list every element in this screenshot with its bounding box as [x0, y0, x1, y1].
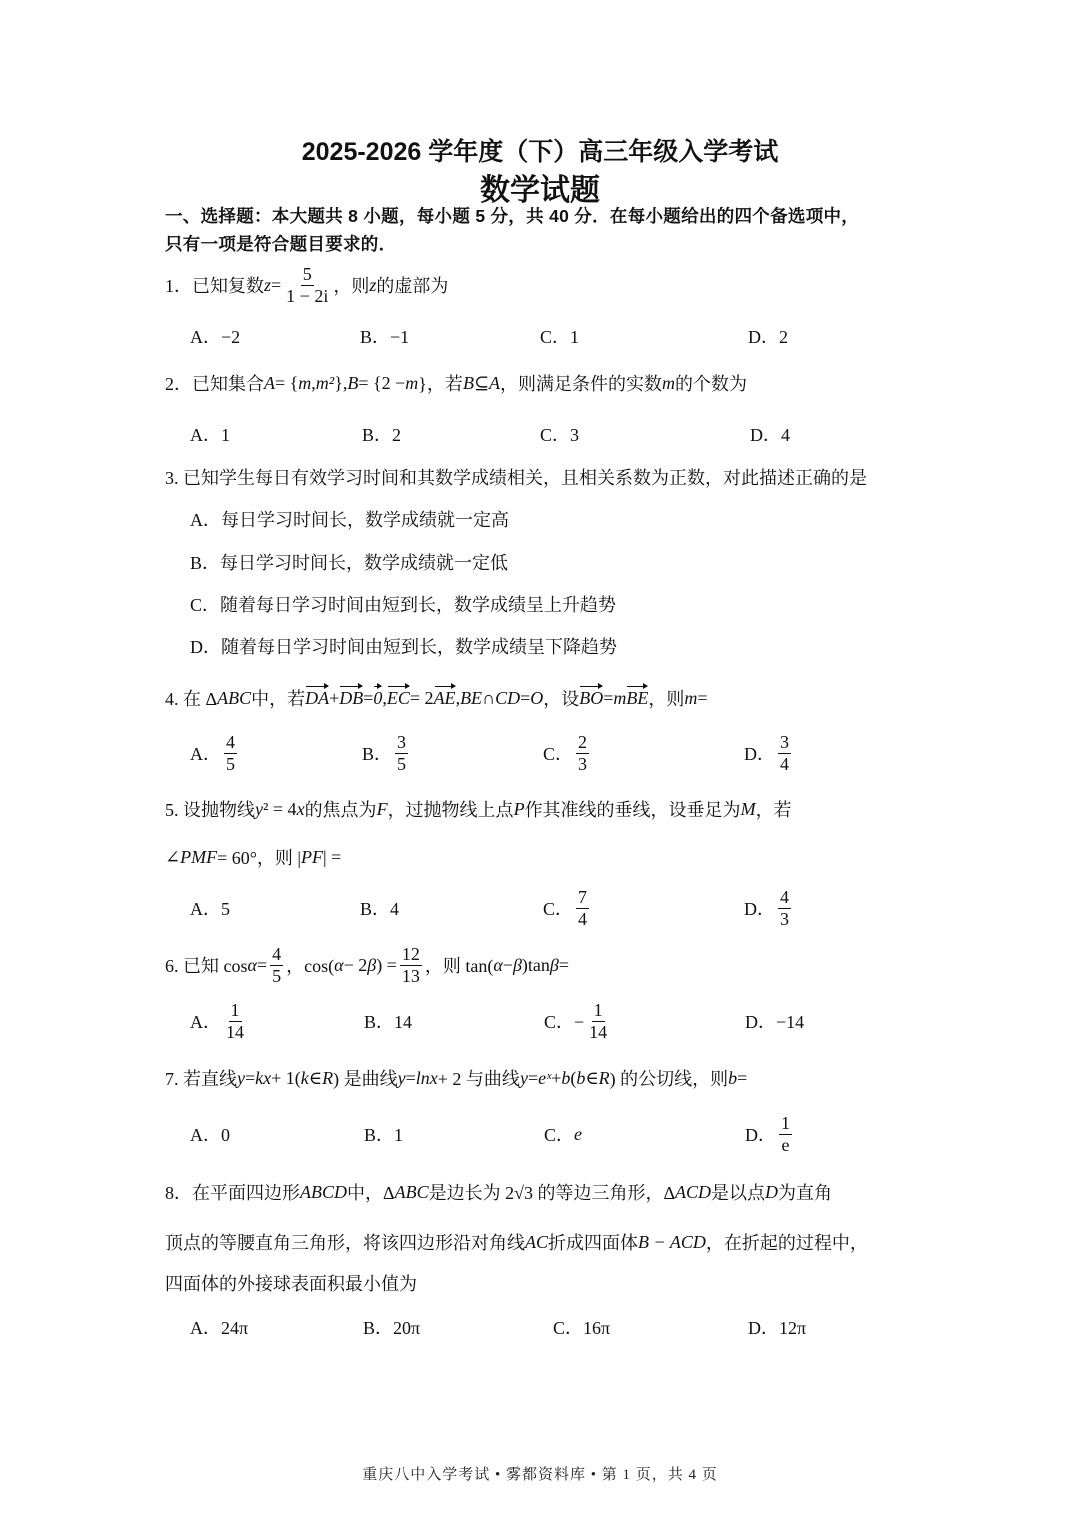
math-symbol: M: [740, 798, 756, 819]
fraction: [395, 732, 408, 774]
text-run: 中，Δ: [347, 1183, 395, 1203]
text-run: ,: [455, 687, 461, 708]
math-symbol: BE: [460, 687, 483, 708]
text-run: =: [405, 1067, 416, 1088]
text-run: ,: [311, 372, 316, 393]
text-run: ² = 4: [263, 798, 297, 819]
fraction: [576, 732, 589, 774]
fraction: [224, 1000, 246, 1042]
math-symbol: y: [237, 1067, 245, 1088]
fraction-denominator: 5: [397, 753, 407, 774]
text-run: A．−2: [190, 327, 241, 347]
text-run: 是以点: [711, 1183, 766, 1203]
math-symbol: ABC: [394, 1181, 429, 1202]
text-run: = 60°，则 |: [217, 848, 302, 868]
text-run: 中，若: [251, 689, 306, 709]
math-symbol: y: [255, 798, 263, 819]
text-run: C．: [543, 899, 574, 919]
math-symbol: α: [493, 954, 503, 975]
fraction: [779, 1113, 792, 1155]
math-symbol: k: [300, 1067, 309, 1088]
text-run: =: [697, 687, 708, 708]
text-run: ∈: [585, 1067, 599, 1088]
math-symbol: m: [613, 687, 627, 708]
text-run: A．0: [190, 1125, 230, 1145]
text-run: C．1: [540, 327, 580, 347]
math-symbol: b: [728, 1067, 738, 1088]
text-run: +: [551, 1067, 562, 1088]
math-symbol: R: [598, 1067, 610, 1088]
math-symbol: y: [519, 1067, 528, 1088]
text-run: =: [520, 687, 531, 708]
text-run: ,: [382, 687, 387, 708]
vector: EC: [386, 687, 410, 708]
vector: DB: [339, 687, 364, 708]
fraction-numerator: 2: [578, 731, 588, 752]
text-run: B．: [362, 744, 393, 764]
math-symbol: β: [512, 954, 522, 975]
vector: DA: [305, 687, 330, 708]
math-symbol: lnx: [415, 1067, 438, 1088]
math-symbol: ACD: [675, 1181, 712, 1202]
text-run: 1．已知复数: [165, 276, 264, 296]
text-run: 3. 已知学生每日有效学习时间和其数学成绩相关，且相关系数为正数，对此描述正确的是: [165, 468, 867, 488]
fraction-denominator: 5: [272, 965, 282, 986]
text-run: ∩: [482, 687, 496, 708]
text-run: D．−14: [745, 1012, 805, 1032]
math-symbol: m: [662, 372, 676, 393]
text-run: A．24π: [190, 1318, 249, 1338]
fraction-numerator: 1: [781, 1112, 790, 1133]
math-symbol: B: [347, 372, 359, 393]
fraction-numerator: 1: [230, 999, 240, 1020]
text-run: ∠: [165, 846, 181, 867]
math-symbol: b: [561, 1067, 571, 1088]
text-run: B．4: [360, 899, 400, 919]
vector: BE: [626, 687, 649, 708]
text-run: D．4: [750, 425, 790, 445]
text-run: 8．在平面四边形: [165, 1183, 300, 1203]
text-run: 为直角: [778, 1183, 833, 1203]
fraction-denominator: 14: [589, 1021, 608, 1042]
text-run: C．: [543, 744, 574, 764]
text-run: 6. 已知 cos: [165, 956, 248, 976]
text-run: − 2: [343, 954, 368, 975]
math-symbol: m: [298, 372, 312, 393]
text-run: B．1: [364, 1125, 404, 1145]
math-symbol: A: [489, 372, 501, 393]
fraction-denominator: 13: [401, 965, 420, 986]
math-symbol: α: [334, 954, 344, 975]
text-run: =: [603, 687, 614, 708]
text-run: C．: [544, 1125, 575, 1145]
text-run: ，设: [543, 689, 580, 709]
text-run: +: [329, 687, 340, 708]
text-run: 5. 设抛物线: [165, 800, 255, 820]
text-run: ，在折起的过程中，: [705, 1233, 868, 1253]
text-run: D．随着每日学习时间由短到长，数学成绩呈下降趋势: [190, 637, 617, 657]
text-run: D．12π: [748, 1318, 807, 1338]
math-symbol: PF: [301, 846, 324, 867]
fraction-denominator: 3: [578, 753, 588, 774]
fraction-denominator: 4: [780, 753, 789, 774]
text-run: ，则: [648, 689, 685, 709]
fraction-numerator: 12: [401, 943, 420, 964]
text-run: B．2: [362, 425, 402, 445]
fraction: [576, 887, 589, 929]
math-symbol: z: [264, 274, 272, 295]
math-symbol: P: [513, 798, 525, 819]
text-run: + 1(: [271, 1067, 301, 1088]
math-symbol: A: [264, 372, 275, 393]
math-symbol: m²: [315, 372, 335, 393]
math-symbol: O: [530, 687, 544, 708]
text-run: 的虚部为: [376, 276, 449, 296]
text-run: ) 是曲线: [333, 1069, 398, 1089]
math-symbol: z: [369, 274, 377, 295]
text-run: =: [271, 274, 282, 295]
text-run: (: [570, 1067, 577, 1088]
text-run: 是边长为 2√3 的等边三角形，Δ: [428, 1183, 676, 1203]
text-run: =: [737, 1067, 748, 1088]
fraction-denominator: 4: [578, 908, 588, 929]
text-run: = {: [275, 372, 299, 393]
text-run: B．−1: [360, 327, 410, 347]
text-run: =: [558, 954, 570, 975]
text-run: =: [363, 687, 374, 708]
fraction: [284, 264, 330, 306]
text-run: 四面体的外接球表面积最小值为: [165, 1274, 417, 1294]
text-run: }，若: [418, 374, 463, 394]
math-symbol: m: [684, 687, 698, 708]
text-run: B．20π: [363, 1318, 421, 1338]
text-run: =: [527, 1067, 539, 1088]
fraction-numerator: 3: [397, 731, 407, 752]
fraction-numerator: 5: [302, 263, 312, 284]
section-instructions-line1: 一、选择题：本大题共 8 小题，每小题 5 分，共 40 分．在每小题给出的四个备选项中，: [165, 206, 860, 226]
text-run: },: [334, 372, 348, 393]
math-symbol: D: [765, 1181, 779, 1202]
text-run: A．1: [190, 425, 230, 445]
text-run: 7. 若直线: [165, 1069, 237, 1089]
text-run: 的个数为: [675, 374, 748, 394]
fraction-numerator: 3: [780, 731, 789, 752]
text-run: C．随着每日学习时间由短到长，数学成绩呈上升趋势: [190, 595, 617, 615]
math-symbol: R: [322, 1067, 334, 1088]
text-run: ) =: [376, 954, 397, 975]
text-run: D．: [744, 899, 775, 919]
vector: BO: [579, 687, 604, 708]
fraction: [778, 732, 791, 774]
fraction: [270, 944, 283, 986]
math-symbol: B − ACD: [638, 1231, 706, 1252]
text-run: 顶点的等腰直角三角形，将该四边形沿对角线: [165, 1233, 525, 1253]
text-run: A．每日学习时间长，数学成绩就一定高: [190, 510, 509, 530]
text-run: 折成四面体: [548, 1233, 639, 1253]
text-run: 2．已知集合: [165, 374, 264, 394]
fraction-numerator: 4: [226, 731, 235, 752]
math-symbol: e: [574, 1123, 583, 1144]
text-run: C．16π: [553, 1318, 611, 1338]
text-run: 作其准线的垂线，设垂足为: [524, 800, 741, 820]
math-symbol: AC: [525, 1231, 549, 1252]
page-footer: 重庆八中入学考试 • 雾都资料库 • 第 1 页，共 4 页: [362, 1467, 718, 1483]
math-symbol: B: [462, 372, 474, 393]
text-run: A．5: [190, 899, 230, 919]
fraction-denominator: 5: [226, 753, 235, 774]
fraction: [778, 887, 791, 929]
math-symbol: PMF: [180, 846, 218, 867]
vector: 0: [373, 687, 383, 708]
text-run: ，过抛物线上点: [387, 800, 514, 820]
fraction-numerator: 7: [578, 886, 588, 907]
text-run: = 2: [409, 687, 434, 708]
text-run: =: [256, 954, 268, 975]
math-symbol: α: [247, 954, 257, 975]
text-run: D．: [745, 1125, 776, 1145]
text-run: )tan: [521, 954, 550, 975]
text-run: =: [245, 1067, 256, 1088]
math-symbol: kx: [255, 1067, 272, 1088]
section-instructions-line2: 只有一项是符合题目要求的．: [165, 234, 397, 254]
text-run: | =: [323, 846, 342, 867]
text-run: 4. 在 Δ: [165, 689, 218, 709]
fraction-numerator: 4: [272, 943, 282, 964]
math-symbol: x: [296, 798, 305, 819]
math-symbol: m: [405, 372, 419, 393]
exam-title: 2025-2026 学年度（下）高三年级入学考试: [301, 138, 779, 166]
text-run: C．−: [544, 1012, 585, 1032]
fraction-denominator: e: [781, 1134, 790, 1155]
math-symbol: b: [576, 1067, 586, 1088]
math-symbol: ABCD: [300, 1181, 347, 1202]
text-run: D．: [744, 744, 775, 764]
math-symbol: eˣ: [538, 1067, 552, 1088]
vector: AE: [433, 687, 456, 708]
text-run: ，cos(: [286, 956, 335, 976]
fraction-numerator: 4: [780, 886, 789, 907]
math-symbol: F: [376, 798, 388, 819]
text-run: C．3: [540, 425, 580, 445]
text-run: = {2 −: [358, 372, 406, 393]
text-run: ) 的公切线，则: [609, 1069, 729, 1089]
text-run: B．14: [364, 1012, 413, 1032]
math-symbol: CD: [495, 687, 521, 708]
text-run: ，则 tan(: [424, 956, 494, 976]
text-run: ，则满足条件的实数: [500, 374, 663, 394]
math-symbol: ABC: [217, 687, 252, 708]
text-run: ⊆: [473, 372, 490, 393]
math-symbol: β: [549, 954, 559, 975]
text-run: 的焦点为: [304, 800, 377, 820]
fraction: [224, 732, 237, 774]
text-run: A．: [190, 744, 221, 764]
fraction-denominator: 14: [226, 1021, 244, 1042]
fraction: [587, 1000, 609, 1042]
fraction-numerator: 1: [593, 999, 603, 1020]
fraction-denominator: 3: [780, 908, 789, 929]
fraction-denominator: 1 − 2i: [286, 285, 329, 306]
text-run: ∈: [308, 1067, 323, 1088]
text-run: −: [502, 954, 513, 975]
math-symbol: β: [367, 954, 377, 975]
text-run: D．2: [748, 327, 788, 347]
math-symbol: y: [397, 1067, 406, 1088]
text-run: ，则: [333, 276, 370, 296]
text-run: + 2 与曲线: [437, 1069, 520, 1089]
fraction: [400, 944, 422, 986]
exam-subtitle: 数学试题: [480, 174, 600, 207]
text-run: ，若: [755, 800, 792, 820]
text-run: B．每日学习时间长，数学成绩就一定低: [190, 553, 509, 573]
text-run: A．: [190, 1012, 221, 1032]
